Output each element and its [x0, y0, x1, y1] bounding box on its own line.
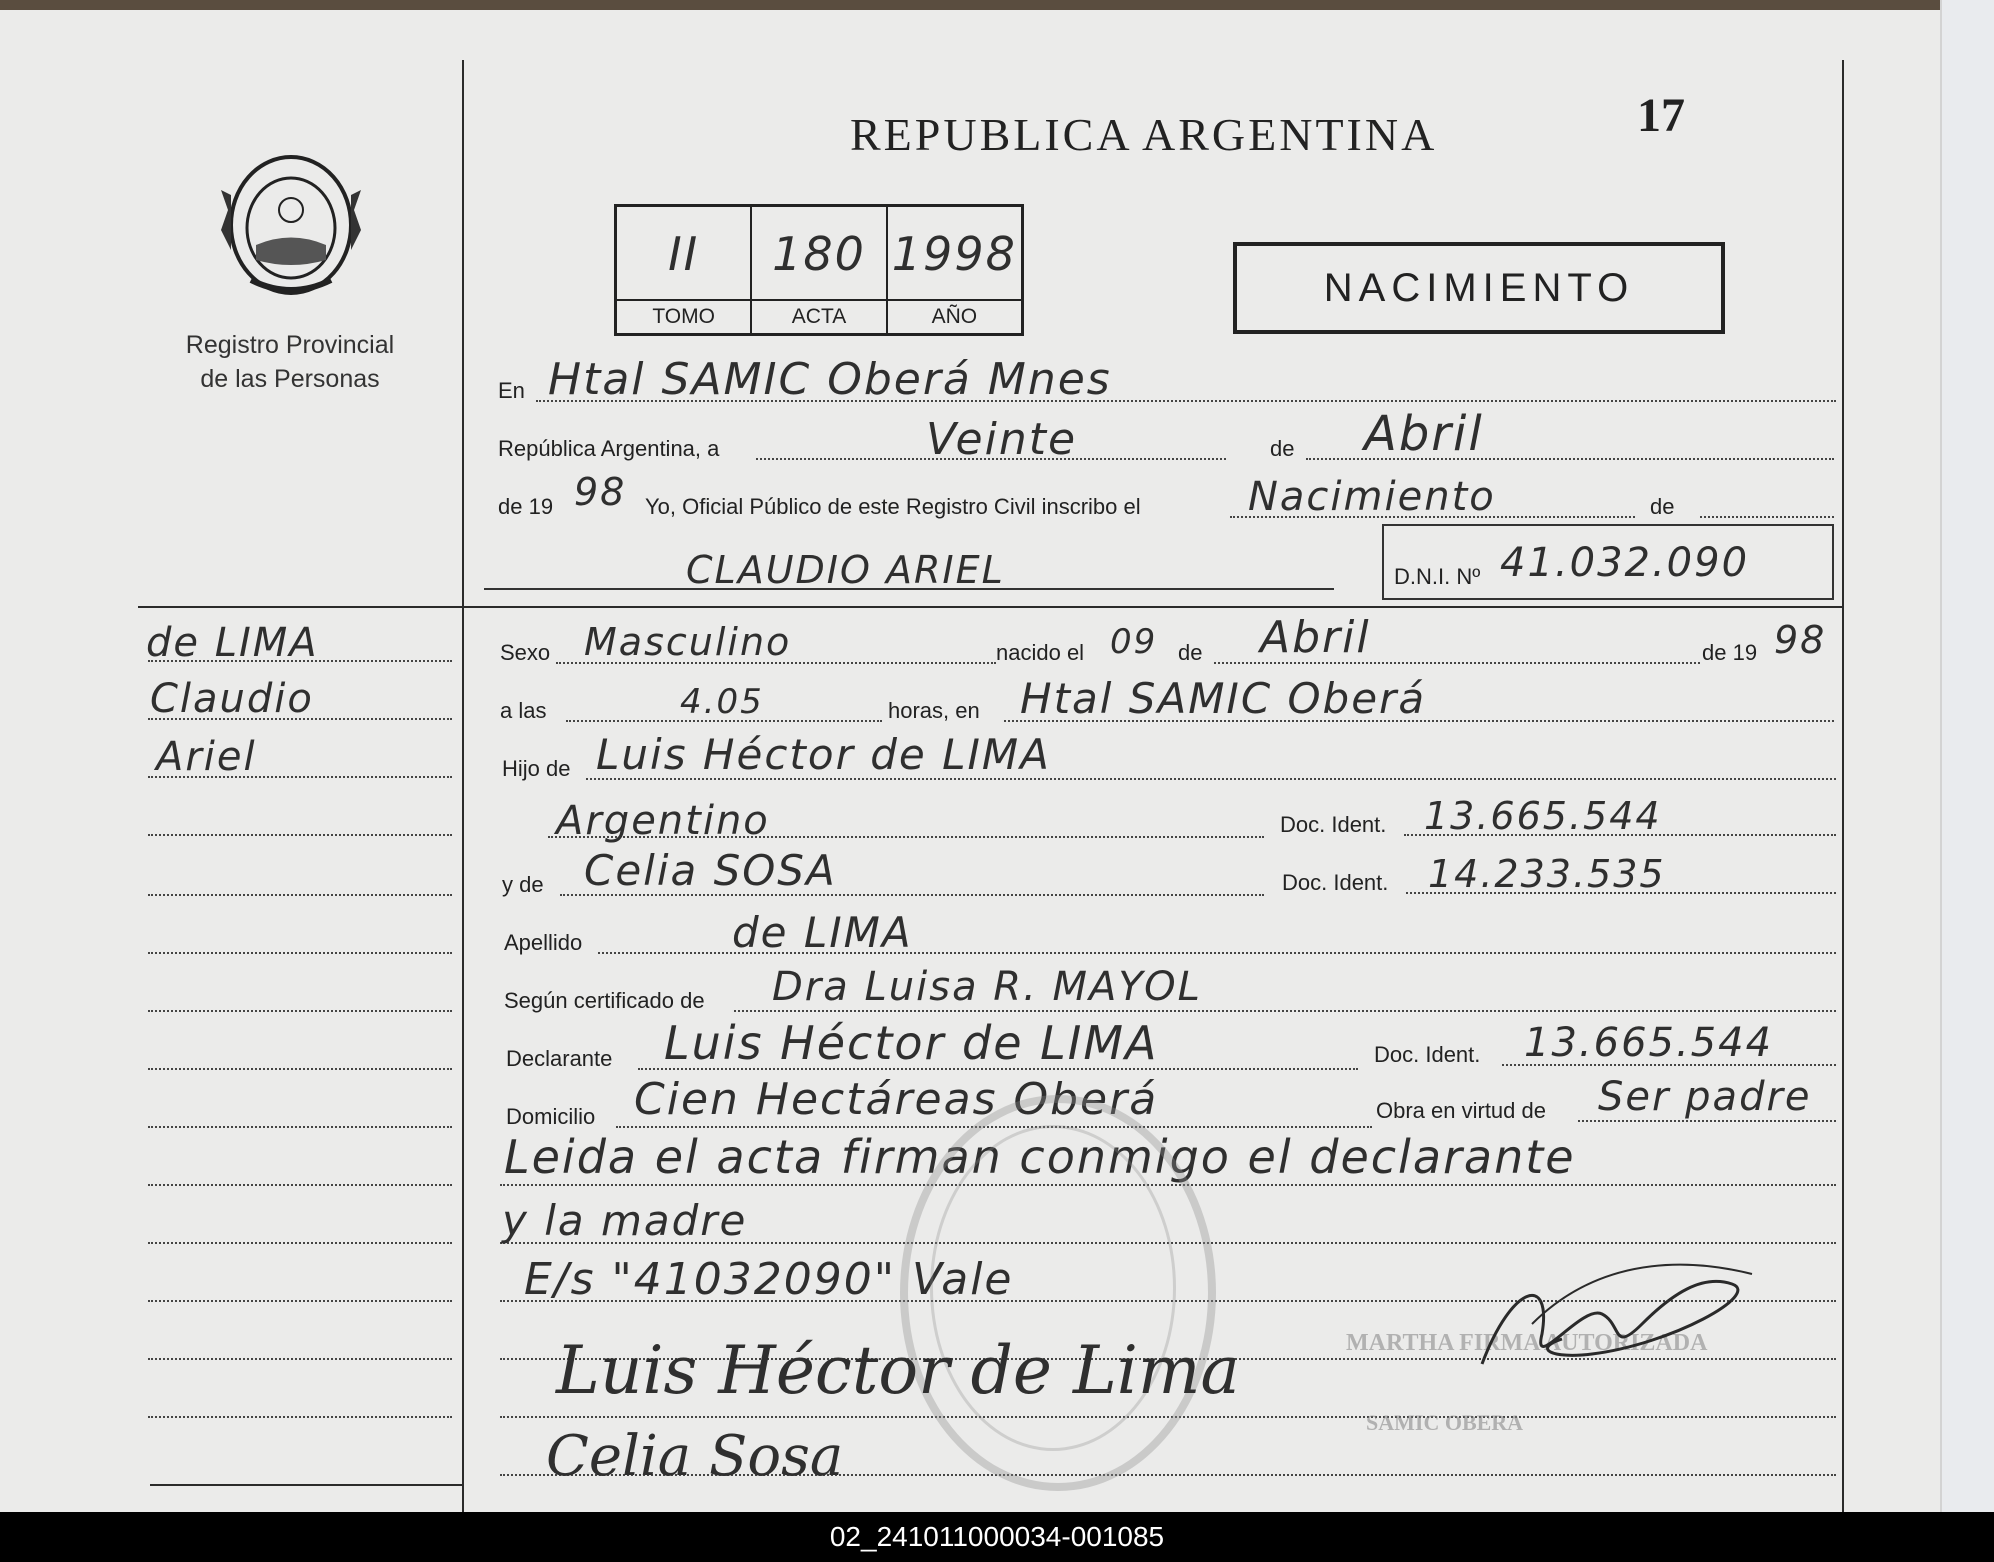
obra-label: Obra en virtud de — [1376, 1098, 1546, 1123]
padre-doc: 13.665.544 — [1424, 794, 1662, 838]
frame-rule — [138, 606, 1842, 608]
sexo-label: Sexo — [500, 640, 551, 665]
tomo-value: II — [668, 227, 700, 281]
note-line-2: y la madre — [502, 1196, 748, 1245]
domicilio-label: Domicilio — [506, 1104, 596, 1129]
page-number: 17 — [1637, 89, 1685, 142]
margin-secondname: Ariel — [156, 734, 257, 780]
horas-label: horas, en — [888, 698, 980, 723]
de-line-2 — [1700, 516, 1834, 518]
lugar-value: Htal SAMIC Oberá — [1020, 674, 1427, 723]
year-value: 98 — [574, 470, 627, 514]
republica-label: República Argentina, a — [498, 436, 720, 461]
note-line-3: E/s "41032090" Vale — [524, 1254, 1014, 1305]
margin-line — [148, 834, 452, 836]
margin-line — [148, 1358, 452, 1360]
yde-label: y de — [502, 872, 544, 897]
margin-line — [148, 1300, 452, 1302]
statement: Yo, Oficial Público de este Registro Civil inscribo el — [645, 494, 1141, 519]
official-stamp-text-2: SAMIC OBERA — [1366, 1410, 1524, 1435]
record-type-box — [1233, 242, 1725, 334]
declarante-label: Declarante — [506, 1046, 613, 1071]
domicilio-value: Cien Hectáreas Oberá — [634, 1074, 1159, 1125]
declarante-value: Luis Héctor de LIMA — [664, 1016, 1159, 1070]
registry-name — [150, 328, 430, 396]
margin-line — [148, 1126, 452, 1128]
doc-label-padre: Doc. Ident. — [1280, 812, 1387, 837]
image-code-footer: 02_241011000034-001085 — [0, 1512, 1994, 1562]
tomo-label: TOMO — [617, 299, 750, 333]
sexo-value: Masculino — [584, 620, 792, 664]
madre-doc: 14.233.535 — [1428, 852, 1666, 896]
acta-label: ACTA — [752, 299, 885, 333]
acta-value: 180 — [772, 227, 866, 281]
nacido-month: Abril — [1260, 612, 1371, 663]
padre-nacionalidad: Argentino — [556, 798, 770, 844]
dni-value: 41.032.090 — [1500, 540, 1750, 586]
doc-label-declarante: Doc. Ident. — [1374, 1042, 1481, 1067]
register-table — [614, 204, 1024, 336]
de-label-2: de — [1650, 494, 1675, 519]
frame-divider-left — [462, 60, 464, 1512]
margin-line — [148, 1242, 452, 1244]
anio-value: 1998 — [891, 227, 1017, 281]
acta-cell — [752, 207, 887, 333]
margin-line — [148, 1068, 452, 1070]
nacido-year-prefix: de 19 — [1702, 640, 1758, 665]
margin-line — [148, 1184, 452, 1186]
obra-value: Ser padre — [1598, 1074, 1812, 1120]
doc-label-madre: Doc. Ident. — [1282, 870, 1389, 895]
top-strip — [0, 0, 1994, 10]
country-title: REPUBLICA ARGENTINA — [850, 109, 1438, 160]
misiones-emblem-icon — [216, 150, 366, 305]
anio-cell — [888, 207, 1021, 333]
segun-value: Dra Luisa R. MAYOL — [772, 964, 1202, 1010]
en-value: Htal SAMIC Oberá Mnes — [548, 354, 1112, 405]
declarante-doc: 13.665.544 — [1524, 1020, 1774, 1066]
margin-line — [148, 1416, 452, 1418]
signature-mother: Celia Sosa — [546, 1424, 844, 1489]
margin-line — [148, 1010, 452, 1012]
nacido-day: 09 — [1110, 622, 1158, 662]
anio-label: AÑO — [888, 299, 1021, 333]
madre-value: Celia SOSA — [584, 846, 837, 895]
apellido-value: de LIMA — [732, 908, 913, 957]
obra-line — [1578, 1120, 1836, 1122]
segun-label: Según certificado de — [504, 988, 705, 1013]
nacido-year: 98 — [1774, 618, 1827, 662]
nacido-de-label: de — [1178, 640, 1203, 665]
margin-line — [148, 894, 452, 896]
hijo-label: Hijo de — [502, 756, 571, 781]
inscribo-value: Nacimiento — [1248, 474, 1496, 520]
margin-firstname: Claudio — [150, 676, 314, 722]
day-value: Veinte — [926, 414, 1078, 465]
dni-label: D.N.I. Nº — [1394, 564, 1481, 589]
hora-value: 4.05 — [680, 682, 764, 722]
tomo-cell — [617, 207, 752, 333]
registry-line2: de las Personas — [200, 365, 380, 393]
registry-line1: Registro Provincial — [185, 331, 395, 359]
year-prefix: de 19 — [498, 494, 554, 519]
name-value: CLAUDIO ARIEL — [686, 548, 1005, 592]
record-type: NACIMIENTO — [1323, 266, 1635, 310]
de-label: de — [1270, 436, 1295, 461]
margin-surname: de LIMA — [146, 620, 319, 666]
page-edge — [1940, 0, 1994, 1512]
margin-line — [148, 952, 452, 954]
signature-father: Luis Héctor de Lima — [556, 1332, 1240, 1409]
frame-divider-right — [1842, 60, 1844, 1512]
en-label: En — [498, 378, 525, 403]
month-value: Abril — [1364, 406, 1484, 462]
note-line-1: Leida el acta firman conmigo el declarante — [504, 1130, 1576, 1184]
padre-value: Luis Héctor de LIMA — [596, 730, 1051, 779]
margin-bottom-rule — [150, 1484, 464, 1486]
official-stamp-text: MARTHA FIRMA AUTORIZADA — [1346, 1330, 1708, 1356]
alas-label: a las — [500, 698, 547, 723]
segun-line — [734, 1010, 1836, 1012]
nacido-label: nacido el — [996, 640, 1085, 665]
apellido-label: Apellido — [504, 930, 583, 955]
signature-official-icon — [1472, 1244, 1772, 1384]
